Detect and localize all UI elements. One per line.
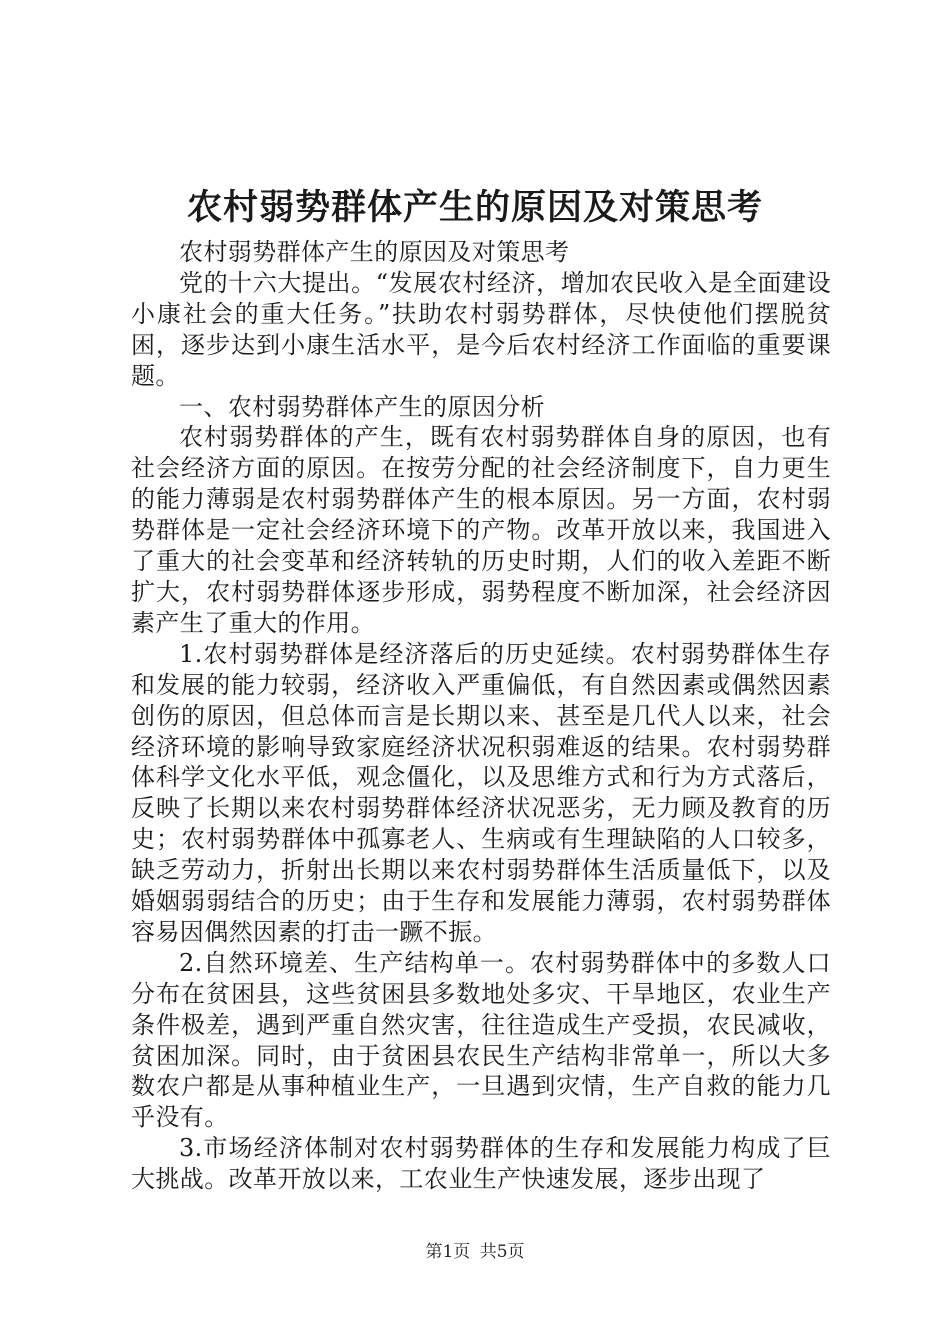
paragraph-point-1: 1.农村弱势群体是经济落后的历史延续。农村弱势群体生存和发展的能力较弱，经济收入严重偏低，有自然因素或偶然因素创伤的原因，但总体而言是长期以来、甚至是几代人以来，社会经济环境的影响导致家庭经济状况积弱难返的结果。农村弱势群体科学文化水平低，观念僵化，以及思维方式和行为方式落后，反映了长期以来农村弱势群体经济状况恶劣，无力顾及教育的历史；农村弱势群体中孤寡老人、生病或有生理缺陷的人口较多，缺乏劳动力，折射出长期以来农村弱势群体生活质量低下，以及婚姻弱弱结合的历史；由于生存和发展能力薄弱，农村弱势群体容易因偶然因素的打击一蹶不振。: [131, 639, 831, 946]
paragraph-subtitle: 农村弱势群体产生的原因及对策思考: [179, 238, 570, 266]
document-title: 农村弱势群体产生的原因及对策思考: [186, 187, 763, 228]
document-body: [131, 237, 831, 1195]
paragraph-causes-overview: 农村弱势群体的产生，既有农村弱势群体自身的原因，也有社会经济方面的原因。在按劳分配的社会经济制度下，自力更生的能力薄弱是农村弱势群体产生的根本原因。另一方面，农村弱势群体是一定社会经济环境下的产物。改革开放以来，我国进入了重大的社会变革和经济转轨的历史时期，人们的收入差距不断扩大，农村弱势群体逐步形成，弱势程度不断加深，社会经济因素产生了重大的作用。: [131, 423, 831, 637]
page-footer: [0, 1240, 950, 1264]
paragraph-point-3: 3.市场经济体制对农村弱势群体的生存和发展能力构成了巨大挑战。改革开放以来，工农业生产快速发展，逐步出现了: [131, 1134, 831, 1194]
section-heading-1: 一、农村弱势群体产生的原因分析: [179, 392, 545, 421]
page-total: 共5页: [479, 1242, 525, 1262]
paragraph-intro: 党的十六大提出。“发展农村经济，增加农民收入是全面建设小康社会的重大任务。”扶助农村弱势群体，尽快使他们摆脱贫困，逐步达到小康生活水平，是今后农村经济工作面临的重要课题。: [131, 268, 831, 390]
page-number: 第1页: [425, 1242, 471, 1262]
paragraph-point-2: 2.自然环境差、生产结构单一。农村弱势群体中的多数人口分布在贫困县，这些贫困县多数地处多灾、干旱地区，农业生产条件极差，遇到严重自然灾害，往往造成生产受损，农民减收，贫困加深。同时，由于贫困县农民生产结构非常单一，所以大多数农户都是从事种植业生产，一旦遇到灾情，生产自救的能力几乎没有。: [131, 948, 831, 1132]
